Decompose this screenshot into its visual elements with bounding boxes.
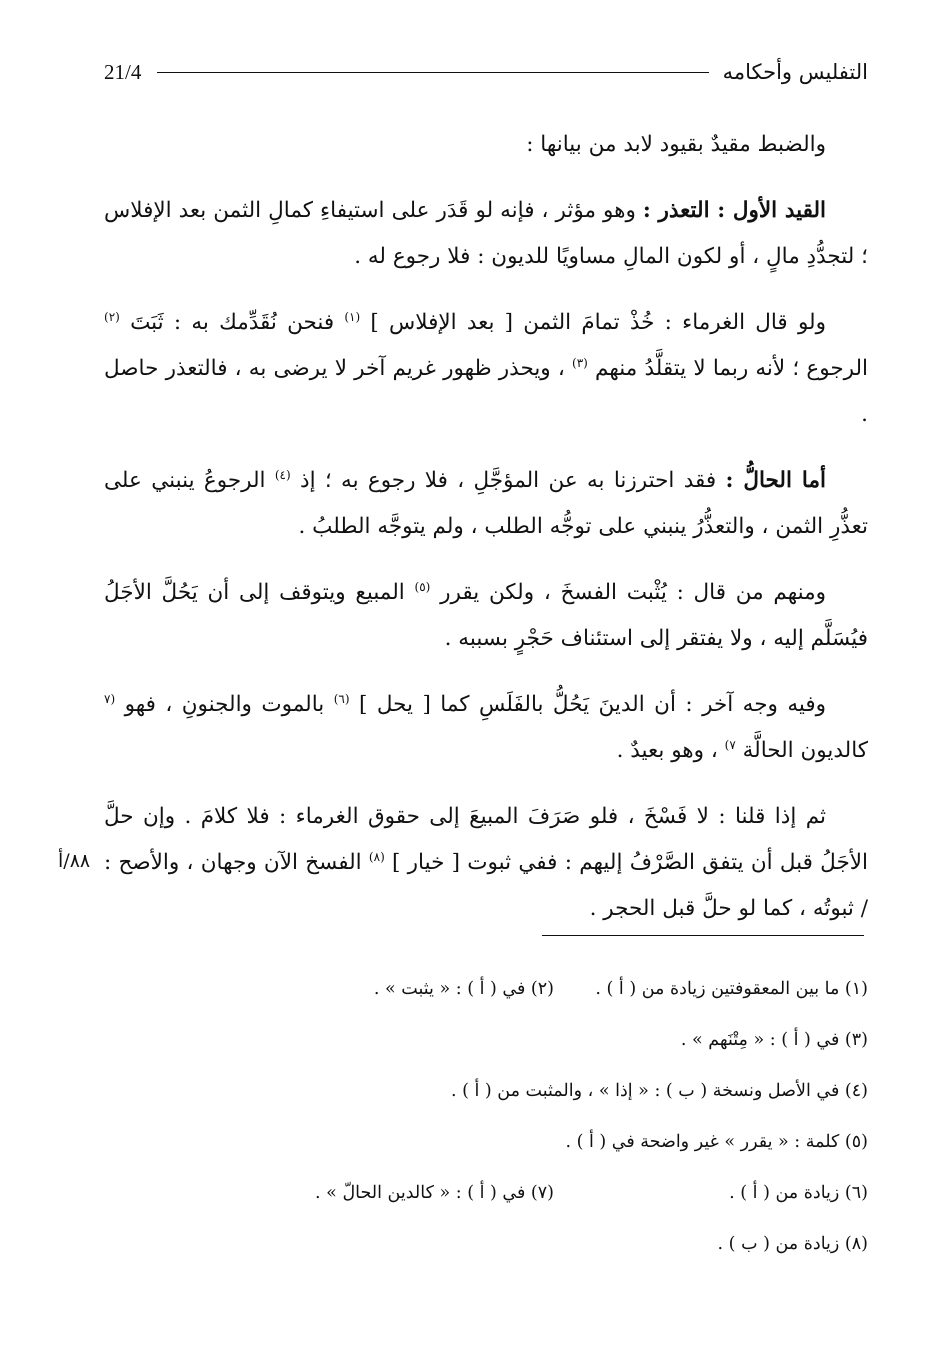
footnote: (٧) في ( أ ) : « كالدين الحالّ » .: [315, 1183, 554, 1203]
paragraph-text: بالموت والجنونِ ، فهو: [124, 692, 334, 717]
header-rule: [157, 72, 708, 73]
paragraph-text: فنحن نُقَدِّمك به : ثَبَتَ: [130, 310, 345, 335]
footnote-row: [104, 1219, 868, 1270]
paragraph-text: الرجوع ؛ لأنه ربما لا يتقلَّدُ منهم: [595, 356, 868, 381]
footnote-row: [104, 1066, 868, 1117]
footnote-ref: (٤): [274, 467, 291, 482]
footnote-separator: [542, 935, 864, 936]
paragraph-text: ومنهم من قال : يُثْبت الفسخَ ، ولكن يقرر: [440, 580, 826, 605]
footnote-row: [104, 964, 868, 1015]
footnotes: [104, 964, 868, 1270]
footnote-row: [104, 1117, 868, 1168]
footnote: (٥) كلمة : « يقرر » غير واضحة في ( أ ) .: [565, 1132, 868, 1152]
paragraph-text: ، ويحذر ظهور غريم آخر لا يرضى به ، فالتعذر حاصل .: [104, 356, 868, 427]
paragraph-text: وهو مؤثر ، فإنه لو قَدَر على استيفاءِ كمالِ الثمن بعد الإفلاس ؛ لتجدُّدِ مالٍ ، أو لكون المالِ مساويًا للديون : فلا رجوع له .: [104, 198, 868, 269]
section-heading: القيد الأول : التعذر :: [642, 198, 826, 223]
section-heading: أما الحالُّ :: [725, 468, 826, 493]
paragraph-text: الرجوعُ ينبني على تعذُّرِ الثمن ، والتعذُّرُ ينبني على توجُّه الطلب ، ولم يتوجَّه الطلبُ .: [104, 468, 868, 539]
footnote: (٤) في الأصل ونسخة ( ب ) : « إذا » ، والمثبت من ( أ ) .: [450, 1081, 868, 1101]
footnote: (٨) زيادة من ( ب ) .: [717, 1234, 868, 1254]
paragraph-text: ثم إذا قلنا : لا فَسْخَ ، فلو صَرَفَ المبيعَ إلى حقوق الغرماء : فلا كلامَ . وإن حلَّ الأجَلُ قبل أن يتفق الصَّرْفُ إليهم : ففي ثبوت [ خيار ]: [104, 804, 868, 875]
margin-folio-note: ٨٨/أ: [58, 850, 91, 872]
paragraph: [104, 682, 868, 774]
footnote: (٣) في ( أ ) : « مِتْنَهم » .: [680, 1030, 868, 1050]
paragraph-text: المبيع ويتوقف إلى أن يَحُلَّ الأجَلُ فيُسَلَّم إليه ، ولا يفتقر إلى استئناف حَجْرٍ بسببه .: [104, 580, 868, 651]
footnote: (٦) زيادة من ( أ ) .: [729, 1183, 868, 1203]
paragraph: [104, 188, 868, 280]
running-title: التفليس وأحكامه: [722, 60, 868, 84]
paragraph: [104, 570, 868, 662]
paragraph-text: كالديون الحالَّة: [742, 738, 868, 763]
paragraph-text: الفسخ الآن وجهان ، والأصح : / ثبوتُه ، كما لو حلَّ قبل الحجر .: [104, 850, 868, 921]
footnote-row: [104, 1168, 868, 1219]
footnote-ref: (٣): [572, 355, 588, 370]
paragraph: [104, 300, 868, 438]
paragraph: [104, 458, 868, 550]
footnote-ref: (٧: [104, 691, 116, 706]
footnote-ref: (١): [344, 309, 361, 324]
paragraph-text: ، وهو بعيدٌ .: [616, 738, 725, 763]
paragraph: [104, 794, 868, 932]
paragraph-text: ولو قال الغرماء : خُذْ تمامَ الثمن [ بعد الإفلاس ]: [370, 310, 826, 335]
paragraph: [104, 122, 868, 168]
footnote-ref: (٥): [414, 579, 431, 594]
footnote-ref: (٨): [368, 849, 385, 864]
paragraph-text: والضبط مقيدٌ بقيود لابد من بيانها :: [526, 132, 826, 157]
footnote-ref: (٦): [333, 691, 350, 706]
footnote-ref: (٢): [104, 309, 120, 324]
footnote-ref: ٧): [724, 737, 736, 752]
page-number: 21/4: [104, 59, 142, 84]
page-header: [104, 54, 868, 90]
paragraph-text: فقد احترزنا به عن المؤجَّلِ ، فلا رجوع به ؛ إذ: [300, 468, 726, 493]
footnote-row: [104, 1015, 868, 1066]
footnote: (٢) في ( أ ) : « يثبت » .: [373, 979, 554, 999]
main-text: [104, 122, 868, 952]
footnote: (١) ما بين المعقوفتين زيادة من ( أ ) .: [595, 979, 868, 999]
paragraph-text: وفيه وجه آخر : أن الدينَ يَحُلُّ بالفَلَسِ كما [ يحل ]: [359, 692, 826, 717]
